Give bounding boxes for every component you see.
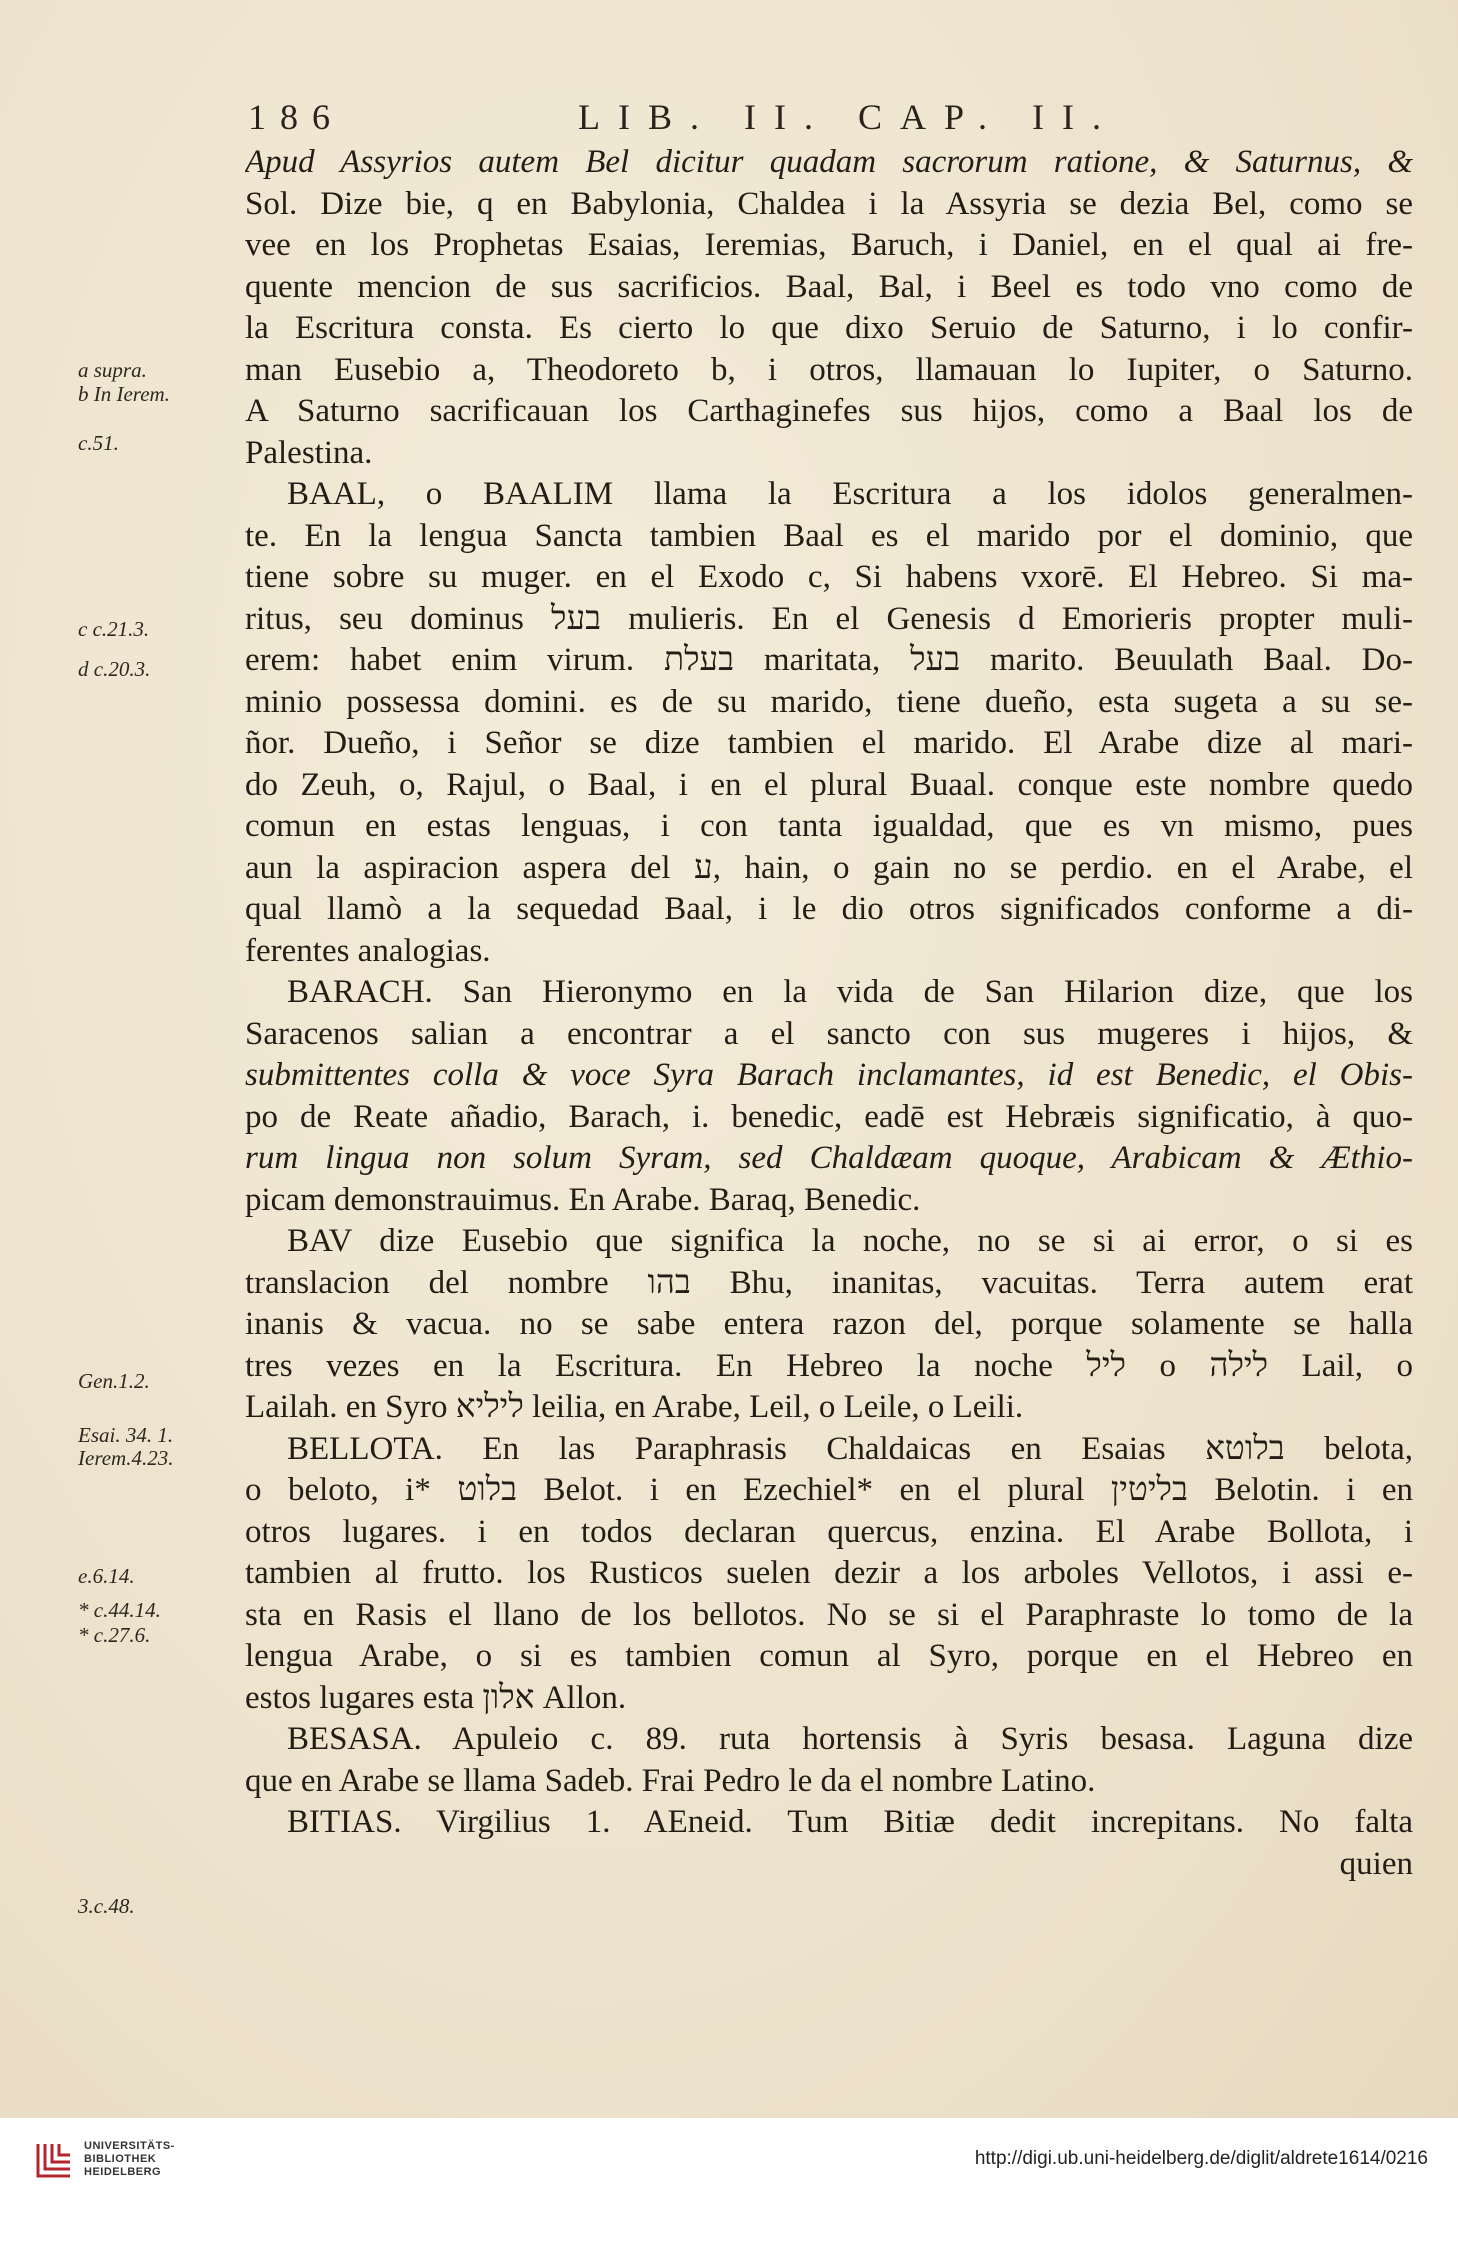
text-line: ferentes analogias. bbox=[245, 932, 491, 969]
text-line: otros lugares. i en todos declaran quercus, enzina. El Arabe Bollota, i bbox=[245, 1513, 1413, 1550]
text-line: tres vezes en la Escritura. En Hebreo la noche ליל o לילה Lail, o bbox=[245, 1347, 1413, 1384]
library-logo-icon bbox=[34, 2140, 74, 2180]
text-line: po de Reate añadio, Barach, i. benedic, eadē est Hebræis significatio, à quo- bbox=[245, 1098, 1413, 1135]
text-line: ritus, seu dominus בעל mulieris. En el Genesis d Emorieris propter muli- bbox=[245, 600, 1413, 637]
text-line: do Zeuh, o, Rajul, o Baal, i en el plural Buaal. conque este nombre quedo bbox=[245, 766, 1413, 803]
institution-name bbox=[84, 2140, 175, 2179]
margin-note: a supra. bbox=[78, 358, 147, 382]
text-line: que en Arabe se llama Sadeb. Frai Pedro le da el nombre Latino. bbox=[245, 1762, 1096, 1799]
text-line: lengua Arabe, o si es tambien comun al Syro, porque en el Hebreo en bbox=[245, 1638, 1413, 1674]
margin-note: e.6.14. bbox=[78, 1564, 135, 1588]
text-line: BITIAS. Virgilius 1. AEneid. Tum Bitiæ dedit increpitans. No falta bbox=[287, 1804, 1413, 1840]
margin-note: d c.20.3. bbox=[78, 657, 151, 681]
main-text bbox=[245, 142, 1413, 1885]
text-line: Saracenos salian a encontrar a el sancto con sus mugeres i hijos, & bbox=[245, 1015, 1413, 1052]
text-line: te. En la lengua Sancta tambien Baal es el marido por el dominio, que bbox=[245, 517, 1413, 554]
text-line: quente mencion de sus sacrificios. Baal, Bal, i Beel es todo vno como de bbox=[245, 268, 1413, 305]
margin-note: * c.27.6. bbox=[78, 1623, 151, 1647]
margin-note: c c.21.3. bbox=[78, 617, 150, 641]
text-line: Lailah. en Syro ליליא leilia, en Arabe, Leil, o Leile, o Leili. bbox=[245, 1389, 1024, 1425]
text-line: erem: habet enim virum. בעלת maritata, בעל marito. Beuulath Baal. Do- bbox=[245, 642, 1413, 678]
text-line: picam demonstrauimus. En Arabe. Baraq, Benedic. bbox=[245, 1181, 921, 1218]
margin-note: Gen.1.2. bbox=[78, 1369, 150, 1393]
text-line: BAV dize Eusebio que significa la noche, no se si ai error, o si es bbox=[287, 1223, 1413, 1259]
viewer-footer bbox=[0, 2118, 1458, 2242]
margin-note: * c.44.14. bbox=[78, 1598, 161, 1622]
text-line: A Saturno sacrificauan los Carthaginefes sus hijos, como a Baal los de bbox=[245, 393, 1413, 429]
margin-note: Ierem.4.23. bbox=[78, 1446, 174, 1470]
text-line: submittentes colla & voce Syra Barach inclamantes, id est Benedic, el Obis- bbox=[245, 1057, 1413, 1093]
text-line: translacion del nombre בהו Bhu, inanitas, vacuitas. Terra autem erat bbox=[245, 1264, 1413, 1301]
text-line: qual llamò a la sequedad Baal, i le dio otros significados conforme a di- bbox=[245, 891, 1413, 927]
text-line: BELLOTA. En las Paraphrasis Chaldaicas en Esaias בלוטא belota, bbox=[287, 1430, 1413, 1467]
text-line: estos lugares esta אלון Allon. bbox=[245, 1679, 627, 1716]
margin-note: c.51. bbox=[78, 431, 119, 455]
institution-line: BIBLIOTHEK bbox=[84, 2153, 157, 2165]
text-line: tiene sobre su muger. en el Exodo c, Si habens vxorē. El Hebreo. Si ma- bbox=[245, 559, 1413, 595]
text-line: vee en los Prophetas Esaias, Ieremias, Baruch, i Daniel, en el qual ai fre- bbox=[245, 227, 1413, 263]
text-line: BESASA. Apuleio c. 89. ruta hortensis à Syris besasa. Laguna dize bbox=[287, 1721, 1413, 1757]
text-line: o beloto, i* בלוט Belot. i en Ezechiel* en el plural בליטין Belotin. i en bbox=[245, 1472, 1413, 1508]
running-head: LIB. II. CAP. II. bbox=[578, 97, 1119, 137]
margin-note: 3.c.48. bbox=[78, 1894, 135, 1918]
text-line: la Escritura consta. Es cierto lo que dixo Seruio de Saturno, i lo confir- bbox=[245, 310, 1413, 346]
text-line: Apud Assyrios autem Bel dicitur quadam sacrorum ratione, & Saturnus, & bbox=[245, 144, 1413, 180]
page-number: 186 bbox=[248, 97, 344, 137]
margin-note: b In Ierem. bbox=[78, 382, 170, 406]
institution-line: HEIDELBERG bbox=[84, 2166, 162, 2178]
margin-note: Esai. 34. 1. bbox=[78, 1423, 174, 1447]
text-line: rum lingua non solum Syram, sed Chaldæam quoque, Arabicam & Æthio- bbox=[245, 1140, 1413, 1176]
text-line: Sol. Dize bie, q en Babylonia, Chaldea i la Assyria se dezia Bel, como se bbox=[245, 185, 1413, 222]
text-line: Palestina. bbox=[245, 434, 373, 471]
text-line: BARACH. San Hieronymo en la vida de San Hilarion dize, que los bbox=[287, 974, 1413, 1010]
text-line: tambien al frutto. los Rusticos suelen dezir a los arboles Vellotos, i assi e- bbox=[245, 1555, 1413, 1591]
text-line: minio possessa domini. es de su marido, tiene dueño, esta sugeta a su se- bbox=[245, 683, 1413, 720]
text-line: BAAL, o BAALIM llama la Escritura a los idolos generalmen- bbox=[287, 476, 1413, 512]
permalink[interactable]: http://digi.ub.uni-heidelberg.de/diglit/aldrete1614/0216 bbox=[974, 2148, 1428, 2169]
text-line: inanis & vacua. no se sabe entera razon del, porque solamente se halla bbox=[245, 1306, 1413, 1342]
text-line: ñor. Dueño, i Señor se dize tambien el marido. El Arabe dize al mari- bbox=[245, 725, 1413, 761]
text-line: aun la aspiracion aspera del ע, hain, o gain no se perdio. en el Arabe, el bbox=[245, 849, 1413, 886]
page-header bbox=[248, 96, 1412, 140]
text-line: man Eusebio a, Theodoreto b, i otros, llamauan lo Iupiter, o Saturno. bbox=[245, 351, 1413, 388]
text-line: comun en estas lenguas, i con tanta igualdad, que es vn mismo, pues bbox=[245, 808, 1413, 844]
institution-line: UNIVERSITÄTS- bbox=[84, 2140, 175, 2152]
text-line: sta en Rasis el llano de los bellotos. No se si el Paraphraste lo tomo de la bbox=[245, 1596, 1413, 1633]
catchword: quien bbox=[1339, 1845, 1413, 1882]
